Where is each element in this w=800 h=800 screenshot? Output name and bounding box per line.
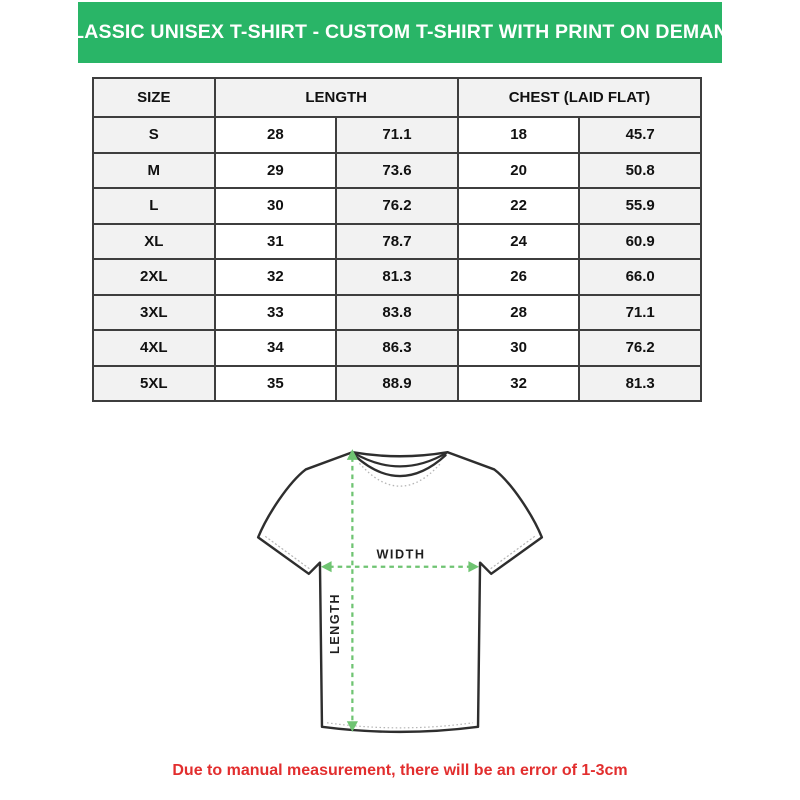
measurement-cell: 35: [215, 366, 337, 402]
measurement-cell: 88.9: [336, 366, 458, 402]
measurement-cell: 73.6: [336, 153, 458, 189]
measurement-cell: 76.2: [336, 188, 458, 224]
measurement-cell: 32: [458, 366, 580, 402]
header-chest: CHEST (LAID FLAT): [458, 78, 701, 117]
measurement-cell: 30: [215, 188, 337, 224]
measurement-cell: 24: [458, 224, 580, 260]
size-cell: 5XL: [93, 366, 215, 402]
measurement-cell: 45.7: [579, 117, 701, 153]
measurement-cell: 32: [215, 259, 337, 295]
measurement-cell: 66.0: [579, 259, 701, 295]
table-row: [93, 224, 701, 260]
measurement-cell: 55.9: [579, 188, 701, 224]
tshirt-diagram: [248, 436, 552, 740]
measurement-cell: 86.3: [336, 330, 458, 366]
table-row: [93, 295, 701, 331]
size-cell: 2XL: [93, 259, 215, 295]
measurement-cell: 71.1: [336, 117, 458, 153]
measurement-cell: 34: [215, 330, 337, 366]
width-label: WIDTH: [376, 547, 426, 562]
header-length: LENGTH: [215, 78, 458, 117]
measurement-cell: 71.1: [579, 295, 701, 331]
size-cell: M: [93, 153, 215, 189]
measurement-cell: 26: [458, 259, 580, 295]
measurement-note: Due to manual measurement, there will be an error of 1-3cm: [172, 762, 628, 779]
table-row: [93, 188, 701, 224]
table-row: [93, 259, 701, 295]
table-row: [93, 366, 701, 402]
size-cell: XL: [93, 224, 215, 260]
measurement-cell: 31: [215, 224, 337, 260]
table-header-row: [93, 78, 701, 117]
tshirt-outline: [258, 452, 542, 732]
measurement-cell: 81.3: [336, 259, 458, 295]
measurement-cell: 60.9: [579, 224, 701, 260]
size-cell: 3XL: [93, 295, 215, 331]
measurement-cell: 76.2: [579, 330, 701, 366]
table-row: [93, 330, 701, 366]
measurement-cell: 28: [458, 295, 580, 331]
size-cell: L: [93, 188, 215, 224]
measurement-cell: 22: [458, 188, 580, 224]
measurement-cell: 29: [215, 153, 337, 189]
measurement-cell: 78.7: [336, 224, 458, 260]
length-label: LENGTH: [328, 592, 343, 655]
measurement-cell: 20: [458, 153, 580, 189]
table-row: [93, 153, 701, 189]
measurement-cell: 28: [215, 117, 337, 153]
measurement-cell: 18: [458, 117, 580, 153]
banner: [57, 2, 743, 63]
measurement-cell: 33: [215, 295, 337, 331]
measurement-cell: 30: [458, 330, 580, 366]
measurement-cell: 83.8: [336, 295, 458, 331]
measurement-cell: 50.8: [579, 153, 701, 189]
measurement-cell: 81.3: [579, 366, 701, 402]
size-table: [92, 77, 702, 402]
header-size: SIZE: [93, 78, 215, 117]
banner-title: CLASSIC UNISEX T-SHIRT - CUSTOM T-SHIRT WITH PRINT ON DEMAND: [57, 21, 743, 43]
size-cell: S: [93, 117, 215, 153]
size-cell: 4XL: [93, 330, 215, 366]
table-row: [93, 117, 701, 153]
